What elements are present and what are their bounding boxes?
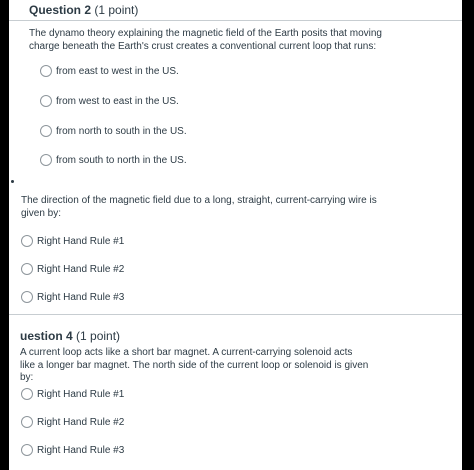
radio-button[interactable] bbox=[40, 125, 52, 137]
option-label: Right Hand Rule #3 bbox=[37, 291, 125, 303]
question-2-points: (1 point) bbox=[94, 3, 139, 17]
question-3-divider bbox=[9, 314, 462, 315]
question-2-title: Question 2 bbox=[29, 3, 92, 17]
question-4-text: A current loop acts like a short bar magnet. A current-carrying solenoid acts like a longer bar magnet. The north side of the current loop or solenoid is given by: bbox=[20, 347, 369, 383]
option-label: from west to east in the US. bbox=[56, 95, 179, 107]
question-4-option-3[interactable] bbox=[21, 442, 124, 458]
radio-button[interactable] bbox=[21, 444, 33, 456]
question-2-divider bbox=[9, 20, 462, 21]
radio-button[interactable] bbox=[21, 388, 33, 400]
question-4-header bbox=[20, 329, 120, 343]
question-4-title: uestion 4 bbox=[20, 329, 73, 343]
option-label: from north to south in the US. bbox=[56, 125, 187, 137]
option-label: Right Hand Rule #2 bbox=[37, 416, 125, 428]
question-3-text: The direction of the magnetic field due to a long, straight, current-carrying wire is given by: bbox=[21, 195, 377, 219]
quiz-page bbox=[9, 0, 462, 470]
radio-button[interactable] bbox=[21, 235, 33, 247]
radio-button[interactable] bbox=[21, 291, 33, 303]
question-4-points: (1 point) bbox=[76, 329, 121, 343]
option-label: Right Hand Rule #2 bbox=[37, 263, 125, 275]
radio-button[interactable] bbox=[40, 95, 52, 107]
option-label: Right Hand Rule #1 bbox=[37, 388, 125, 400]
question-2-option-4[interactable] bbox=[40, 152, 187, 168]
option-label: from south to north in the US. bbox=[56, 154, 187, 166]
question-2-header bbox=[29, 3, 138, 17]
question-2-option-1[interactable] bbox=[40, 63, 179, 79]
question-3-option-1[interactable] bbox=[21, 233, 124, 249]
radio-button[interactable] bbox=[40, 154, 52, 166]
radio-button[interactable] bbox=[40, 65, 52, 77]
question-3-option-2[interactable] bbox=[21, 261, 124, 277]
option-label: from east to west in the US. bbox=[56, 65, 179, 77]
question-2-option-3[interactable] bbox=[40, 123, 187, 139]
question-4-option-1[interactable] bbox=[21, 386, 124, 402]
radio-button[interactable] bbox=[21, 263, 33, 275]
option-label: Right Hand Rule #1 bbox=[37, 235, 125, 247]
question-4-option-2[interactable] bbox=[21, 414, 124, 430]
option-label: Right Hand Rule #3 bbox=[37, 444, 125, 456]
bullet-mark bbox=[11, 180, 14, 183]
question-2-text: The dynamo theory explaining the magnetic field of the Earth posits that moving charge beneath the Earth's crust creates a conventional current loop that runs: bbox=[29, 28, 382, 52]
question-3-option-3[interactable] bbox=[21, 289, 124, 305]
radio-button[interactable] bbox=[21, 416, 33, 428]
question-2-option-2[interactable] bbox=[40, 93, 179, 109]
